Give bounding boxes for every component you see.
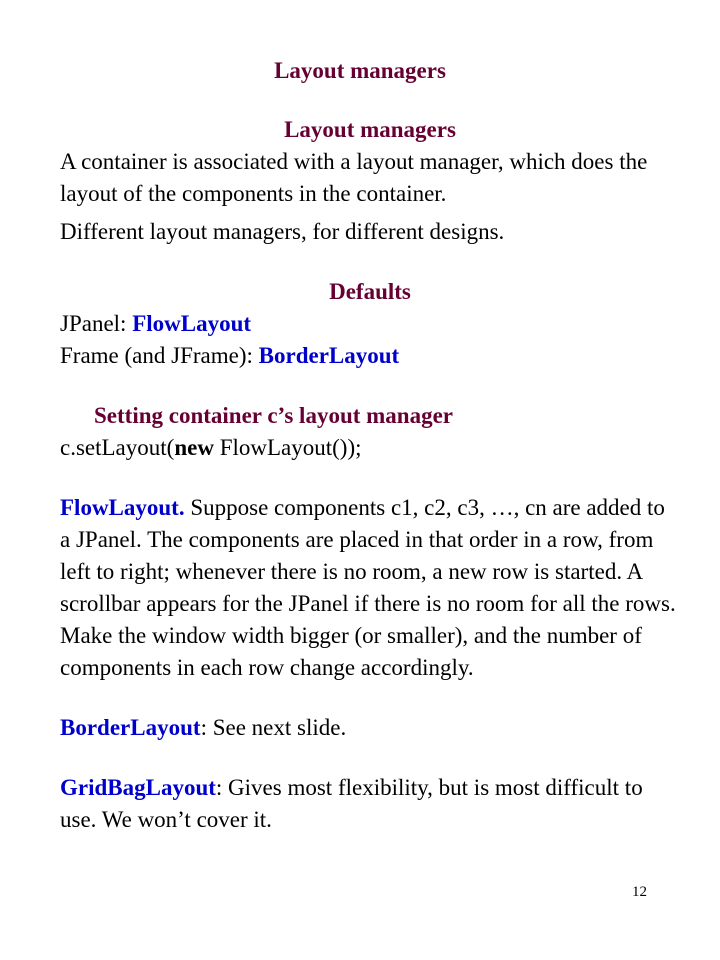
borderlayout-text: : See next slide. xyxy=(200,715,347,740)
flowlayout-term: FlowLayout. xyxy=(60,495,185,520)
slide-content xyxy=(60,114,680,836)
code-set-layout xyxy=(60,432,680,464)
default-jpanel xyxy=(60,308,680,340)
frame-label: Frame (and JFrame): xyxy=(60,343,259,368)
code-prefix: c.setLayout( xyxy=(60,435,175,460)
paragraph-flowlayout xyxy=(60,492,680,684)
gridbaglayout-term: GridBagLayout xyxy=(60,775,216,800)
paragraph-borderlayout xyxy=(60,712,680,744)
borderlayout-term: BorderLayout xyxy=(60,715,201,740)
flowlayout-text: Suppose components c1, c2, c3, …, cn are added to a JPanel. The components are placed in that order in a row, from left to right; whenever there is no room, a new row is started. A scrollbar appears for the JPanel if there is no room for all the rows. Make the window width bigger (or smaller), and the number of components in each row change accordingly. xyxy=(60,495,676,680)
code-keyword-new: new xyxy=(174,435,214,460)
frame-layout-term: BorderLayout xyxy=(258,343,400,368)
slide-title: Layout managers xyxy=(274,58,446,83)
default-frame xyxy=(60,340,680,372)
page-number: 12 xyxy=(632,884,647,900)
paragraph-gridbaglayout xyxy=(60,772,680,836)
paragraph-container-intro: A container is associated with a layout manager, which does the layout of the components in the container. xyxy=(60,149,648,206)
code-suffix: FlowLayout()); xyxy=(213,435,362,460)
section-heading-setting-layout: Setting container c’s layout manager xyxy=(94,403,454,428)
jpanel-label: JPanel: xyxy=(60,311,133,336)
section-heading-layout-managers: Layout managers xyxy=(284,117,456,142)
jpanel-layout-term: FlowLayout xyxy=(132,311,252,336)
section-heading-defaults: Defaults xyxy=(329,279,411,304)
gridbaglayout-text: : Gives most flexibility, but is most difficult to use. We won’t cover it. xyxy=(60,775,643,832)
paragraph-different-managers: Different layout managers, for different designs. xyxy=(60,219,505,244)
